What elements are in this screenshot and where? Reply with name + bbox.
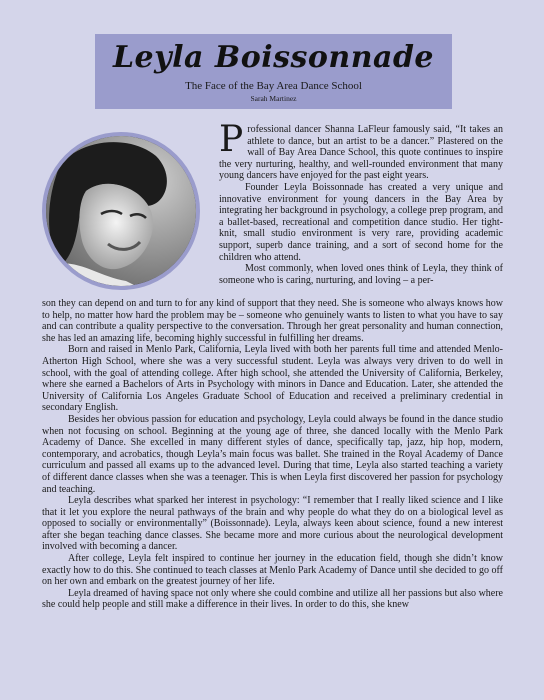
title-banner <box>95 34 452 109</box>
paragraph-after-college: After college, Leyla felt inspired to continue her journey in the education field, though she didn’t know exactly how to do this. She continued to teach classes at Menlo Park Academy of Dance until she decided to go off on her own and embark on the greatest journey of her life. <box>42 553 503 588</box>
article-column-right <box>219 119 503 286</box>
paragraph-dream: Leyla dreamed of having space not only where she could combine and utilize all her passions but also where she could help people and still make a difference in their lives. In order to do this, she knew <box>42 587 503 611</box>
paragraph-founder: Founder Leyla Boissonnade has created a very unique and innovative environment for young dancers in the Bay Area by integrating her background in psychology, a college prep program, and a ballet-based, recreational and competition dance studio. Her tight-knit, small studio environment is very rare, providing academic support, superb dance training, and a sort of second home for the children who attend. <box>219 181 503 263</box>
paragraph-loved-ones-cont: son they can depend on and turn to for any kind of support that they need. She is someone who always knows how to help, no matter how hard the problem may be – someone who genuinely wants to listen to what you have to say and can contribute a quality perspective to the conversation. Through her great personality and human connection, she has led an amazing life, becoming highly successful in fulfilling her dreams. <box>42 298 503 344</box>
paragraph-intro: Professional dancer Shanna LaFleur famously said, “It takes an athlete to dance, but an artist to be a dancer.” Plastered on the wall of Bay Area Dance School, this quote continues to inspire the very nurturing, healthy, and well-rounded environment that many young dancers have enjoyed for the past eight years. <box>219 119 503 182</box>
paragraph-psychology: Leyla describes what sparked her interest in psychology: “I remember that I really liked science and I like that it let you explore the neural pathways of the brain and why people do what they do on a biological level as opposed to socially or environmentally” (Boissonnade). Leyla, always keen about science, found a new interest after she began teaching dance classes. She became more and more curious about the neurological development involved with becoming a dancer. <box>42 495 503 553</box>
page-title: Leyla Boissonnade <box>112 40 435 75</box>
paragraph-loved-ones-start: Most commonly, when loved ones think of Leyla, they think of someone who is caring, nurturing, and loving – a per- <box>219 263 503 286</box>
paragraph-early-life: Born and raised in Menlo Park, California, Leyla lived with both her parents full time and attended Menlo-Atherton High School, where she was a very successful student. Leyla was always very driven to do well in school, with the goal of attending college. After high school, she attended the University of California, Berkeley, where she earned a Bachelors of Arts in Psychology with minors in Dance and Education. Later, she attended the University of California Los Angeles Graduate School of Education and received a preliminary credential in secondary English. <box>42 344 503 414</box>
paragraph-dance-passion: Besides her obvious passion for education and psychology, Leyla could always be found in the dance studio when not focusing on school. Beginning at the young age of three, she danced locally with the Menlo Park Academy of Dance. She excelled in many different styles of dance, specifically tap, jazz, hip hop, modern, contemporary, and acrobatics, though Leyla’s main focus was ballet. She trained in the Royal Academy of Dance curriculum and passed all exams up to the advanced level. During that time, Leyla also started teaching a variety of different dance classes when she was a teenager. This is when Leyla first discovered her passion for psychology and teaching. <box>42 413 503 495</box>
article-column-full <box>42 298 503 611</box>
drop-cap: P <box>219 119 244 160</box>
portrait-photo <box>42 132 200 290</box>
subtitle: The Face of the Bay Area Dance School <box>185 80 362 92</box>
author-byline: Sarah Martinez <box>250 94 297 103</box>
